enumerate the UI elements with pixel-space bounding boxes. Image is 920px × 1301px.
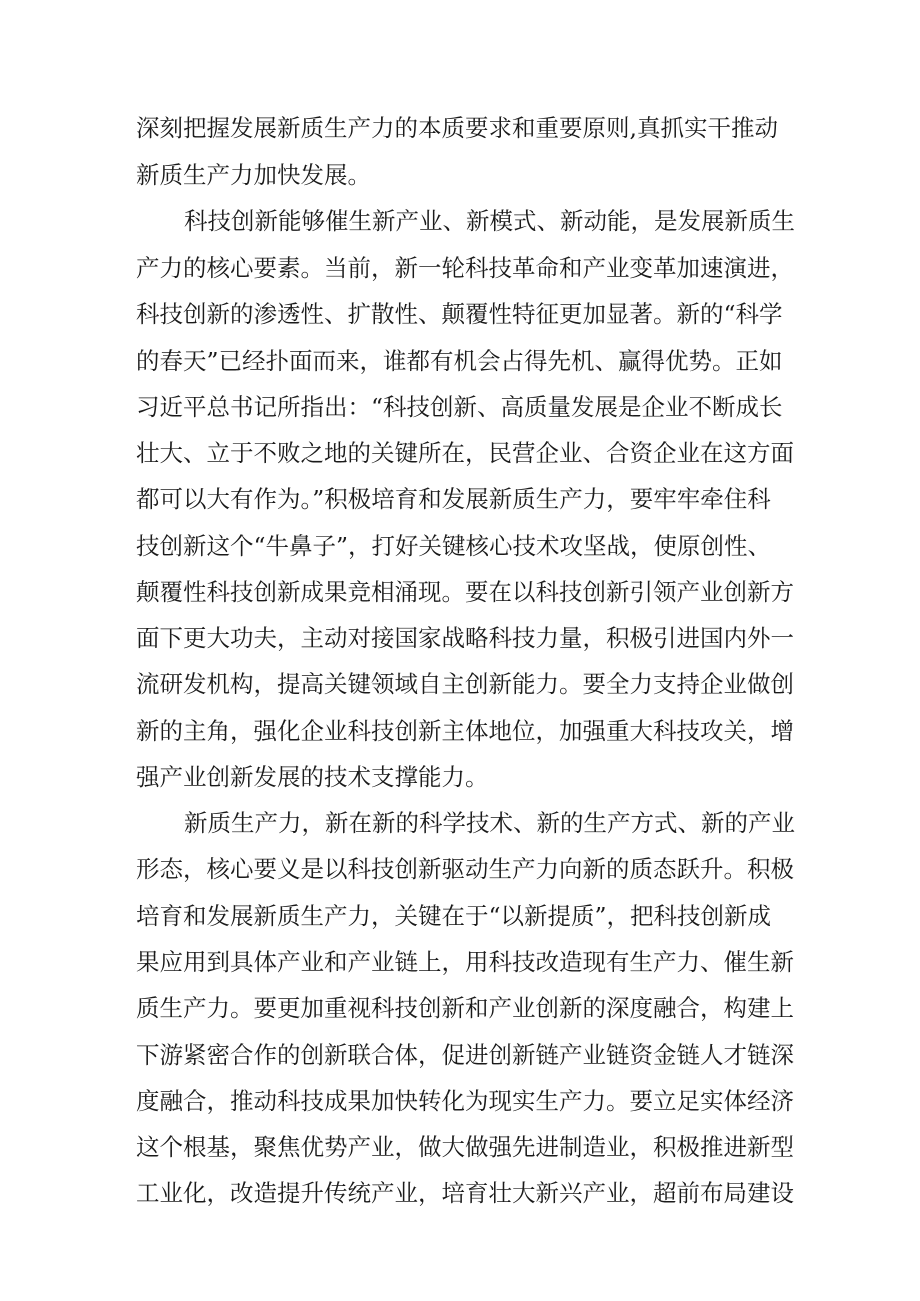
text-line: 果应用到具体产业和产业链上，用科技改造现有生产力、催生新 [136,948,794,976]
text-line: 壮大、立于不败之地的关键所在，民营企业、合资企业在这方面 [136,439,794,467]
text-line: 这个根基，聚焦优势产业，做大做强先进制造业，积极推进新型 [136,1133,794,1161]
text-line: 新的主角，强化企业科技创新主体地位，加强重大科技攻关，增 [136,717,794,745]
text-line: 科技创新的渗透性、扩散性、颠覆性特征更加显著。新的“科学 [136,300,783,328]
text-line: 都可以大有作为。”积极培育和发展新质生产力，要牢牢牵住科 [136,485,771,513]
text-line: 度融合，推动科技成果加快转化为现实生产力。要立足实体经济 [136,1087,794,1115]
text-line: 深刻把握发展新质生产力的本质要求和重要原则,真抓实干推动 [136,114,778,142]
text-line: 质生产力。要更加重视科技创新和产业创新的深度融合，构建上 [136,994,794,1022]
paragraph-first-line: 科技创新能够催生新产业、新模式、新动能，是发展新质生 [184,207,795,235]
text-line: 技创新这个“牛鼻子”，打好关键核心技术攻坚战，使原创性、 [136,532,772,560]
text-line: 颠覆性科技创新成果竞相涌现。要在以科技创新引领产业创新方 [136,578,794,606]
text-line: 形态，核心要义是以科技创新驱动生产力向新的质态跃升。积极 [136,855,794,883]
text-line: 面下更大功夫，主动对接国家战略科技力量，积极引进国内外一 [136,624,794,652]
text-line: 下游紧密合作的创新联合体，促进创新链产业链资金链人才链深 [136,1041,794,1069]
paragraph-first-line: 新质生产力，新在新的科学技术、新的生产方式、新的产业 [184,809,795,837]
text-line: 工业化，改造提升传统产业，培育壮大新兴产业，超前布局建设 [136,1179,794,1207]
text-line: 培育和发展新质生产力，关键在于“以新提质”，把科技创新成 [136,902,772,930]
text-line: 强产业创新发展的技术支撑能力。 [136,763,489,791]
text-line: 新质生产力加快发展。 [136,161,371,189]
text-line: 产力的核心要素。当前，新一轮科技革命和产业变革加速演进， [136,254,794,282]
text-line: 习近平总书记所指出：“科技创新、高质量发展是企业不断成长 [136,393,783,421]
text-line: 的春天”已经扑面而来，谁都有机会占得先机、赢得优势。正如 [136,347,783,375]
text-line: 流研发机构，提高关键领域自主创新能力。要全力支持企业做创 [136,670,794,698]
